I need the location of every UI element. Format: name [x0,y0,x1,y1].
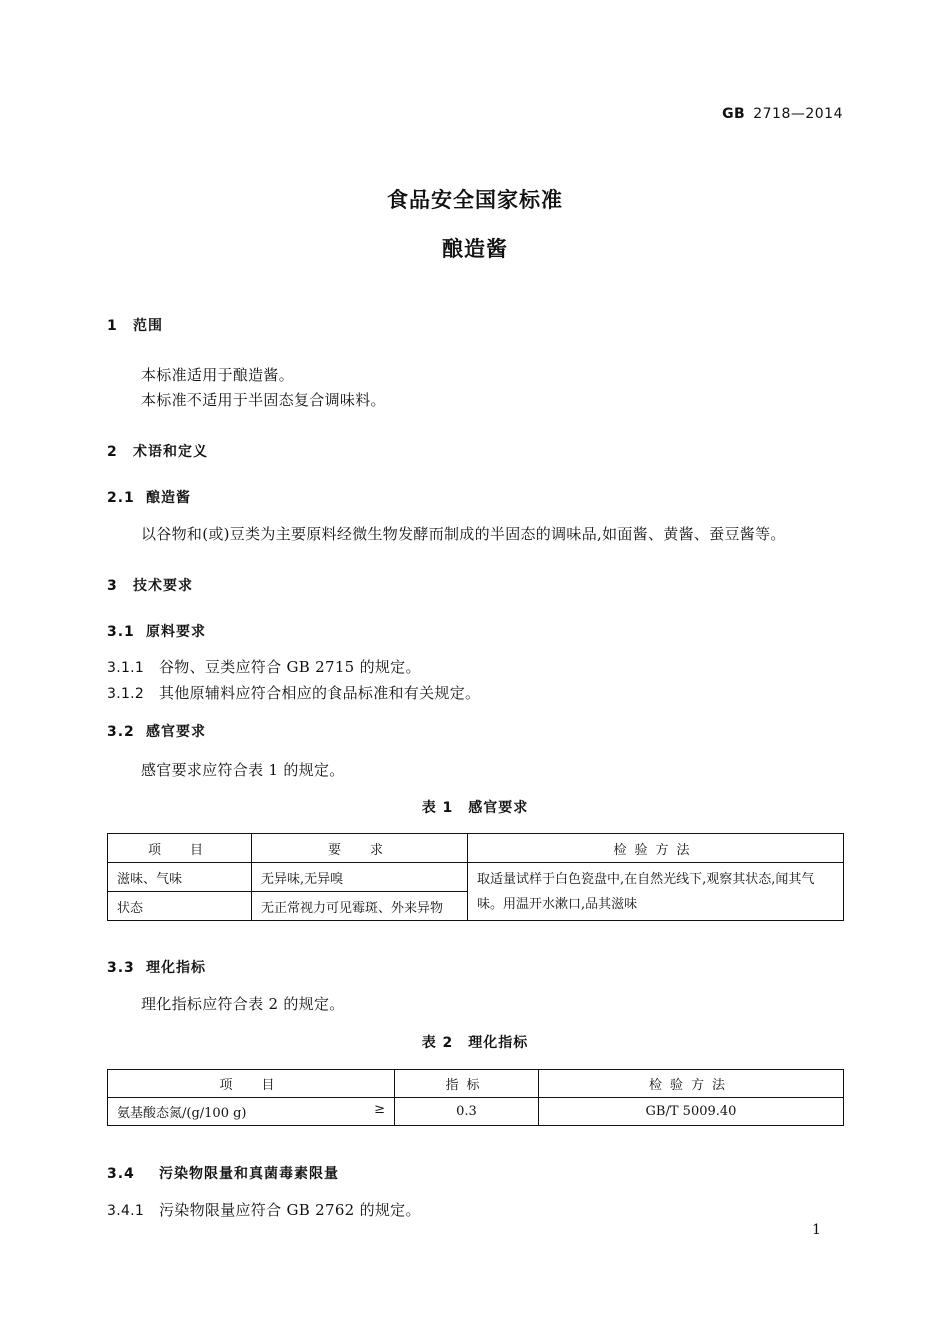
section-heading: 1 范围 [107,318,163,334]
column-header: 指标 [395,1070,539,1098]
table-row [108,863,844,892]
subsection-heading: 3.4 污染物限量和真菌毒素限量 [107,1166,339,1182]
column-header: 项 目 [108,1070,395,1098]
table-cell: 无异味,无异嗅 [252,863,468,892]
subsection-heading: 3.3 理化指标 [107,960,206,976]
paragraph: 感官要求应符合表 1 的规定。 [141,761,345,779]
column-header: 检验方法 [539,1070,844,1098]
section-heading: 2 术语和定义 [107,444,208,460]
table-cell: 无正常视力可见霉斑、外来异物 [252,892,468,921]
table-cell: 0.3 [395,1098,539,1126]
clause: 3.1.2 其他原辅料应符合相应的食品标准和有关规定。 [107,684,481,702]
section-heading: 3 技术要求 [107,578,193,594]
subsection-heading: 3.2 感官要求 [107,724,206,740]
table-caption: 表 2 理化指标 [421,1035,529,1051]
table-cell: 滋味、气味 [108,863,252,892]
paragraph: 以谷物和(或)豆类为主要原料经微生物发酵而制成的半固态的调味品,如面酱、黄酱、蚕豆酱等。 [141,525,786,543]
paragraph: 本标准适用于酿造酱。 [141,366,295,384]
table-caption: 表 1 感官要求 [421,800,529,816]
paragraph: 理化指标应符合表 2 的规定。 [141,995,345,1013]
subsection-heading: 2.1 酿造酱 [107,490,191,506]
page-number: 1 [812,1222,821,1238]
physicochemical-table [107,1069,844,1126]
document-title: 食品安全国家标准 [387,188,563,212]
table-cell: 状态 [108,892,252,921]
column-header: 要 求 [252,834,468,863]
table-header-row [108,1070,844,1098]
table-header-row [108,834,844,863]
clause: 3.4.1 污染物限量应符合 GB 2762 的规定。 [107,1201,421,1219]
subsection-heading: 3.1 原料要求 [107,624,206,640]
sensory-table [107,833,844,921]
standard-number: GB 2718—2014 [722,106,843,122]
table-cell: GB/T 5009.40 [539,1098,844,1126]
paragraph: 本标准不适用于半固态复合调味料。 [141,391,386,409]
table-cell-method: 取适量试样于白色瓷盘中,在自然光线下,观察其状态,闻其气味。用温开水漱口,品其滋味 [468,863,844,921]
document-subtitle: 酿造酱 [442,237,508,261]
comparison-symbol: ≥ [374,1102,385,1117]
table-row [108,1098,844,1126]
clause: 3.1.1 谷物、豆类应符合 GB 2715 的规定。 [107,658,421,676]
table-cell: 氨基酸态氮/(g/100 g) ≥ [108,1098,395,1126]
column-header: 检验方法 [468,834,844,863]
column-header: 项 目 [108,834,252,863]
